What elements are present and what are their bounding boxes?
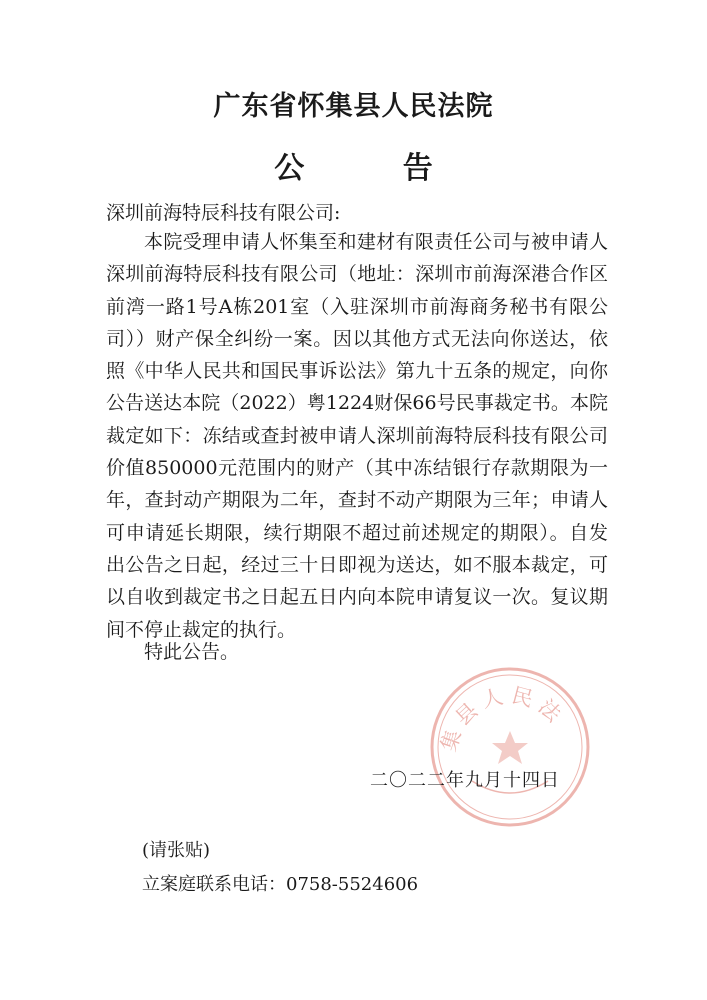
closing-statement: 特此公告。 (144, 641, 240, 663)
posting-note: (请张贴) (142, 840, 211, 861)
body-paragraph: 本院受理申请人怀集至和建材有限责任公司与被申请人深圳前海特辰科技有限公司（地址：深圳市前海深港合作区前湾一路1号A栋201室（入驻深圳市前海商务秘书有限公司））财产保全纠纷一案。因以其他方式无法向你送达，依照《中华人民共和国民事诉讼法》第九十五条的规定，向你公告送达本院（2022）粤1224财保66号民事裁定书。本院裁定如下：冻结或查封被申请人深圳前海特辰科技有限公司价值850000元范围内的财产（其中冻结银行存款期限为一年，查封动产期限为二年，查封不动产期限为三年；申请人可申请延长期限，续行期限不超过前述规定的期限）。自发出公告之日起，经过三十日即视为送达，如不服本裁定，可以自收到裁定书之日起五日内向本院申请复议一次。复议期间不停止裁定的执行。 (106, 231, 608, 641)
notice-body (106, 226, 608, 646)
addressee: 深圳前海特辰科技有限公司: (106, 202, 341, 224)
court-title: 广东省怀集县人民法院 (213, 91, 494, 122)
contact-phone: 立案庭联系电话：0758-5524606 (142, 874, 419, 895)
notice-title: 公 告 (274, 151, 477, 186)
issue-date: 二〇二二年九月十四日 (370, 770, 560, 791)
court-seal-stamp (428, 665, 592, 829)
seal-text: 集县人民法 (436, 682, 570, 755)
